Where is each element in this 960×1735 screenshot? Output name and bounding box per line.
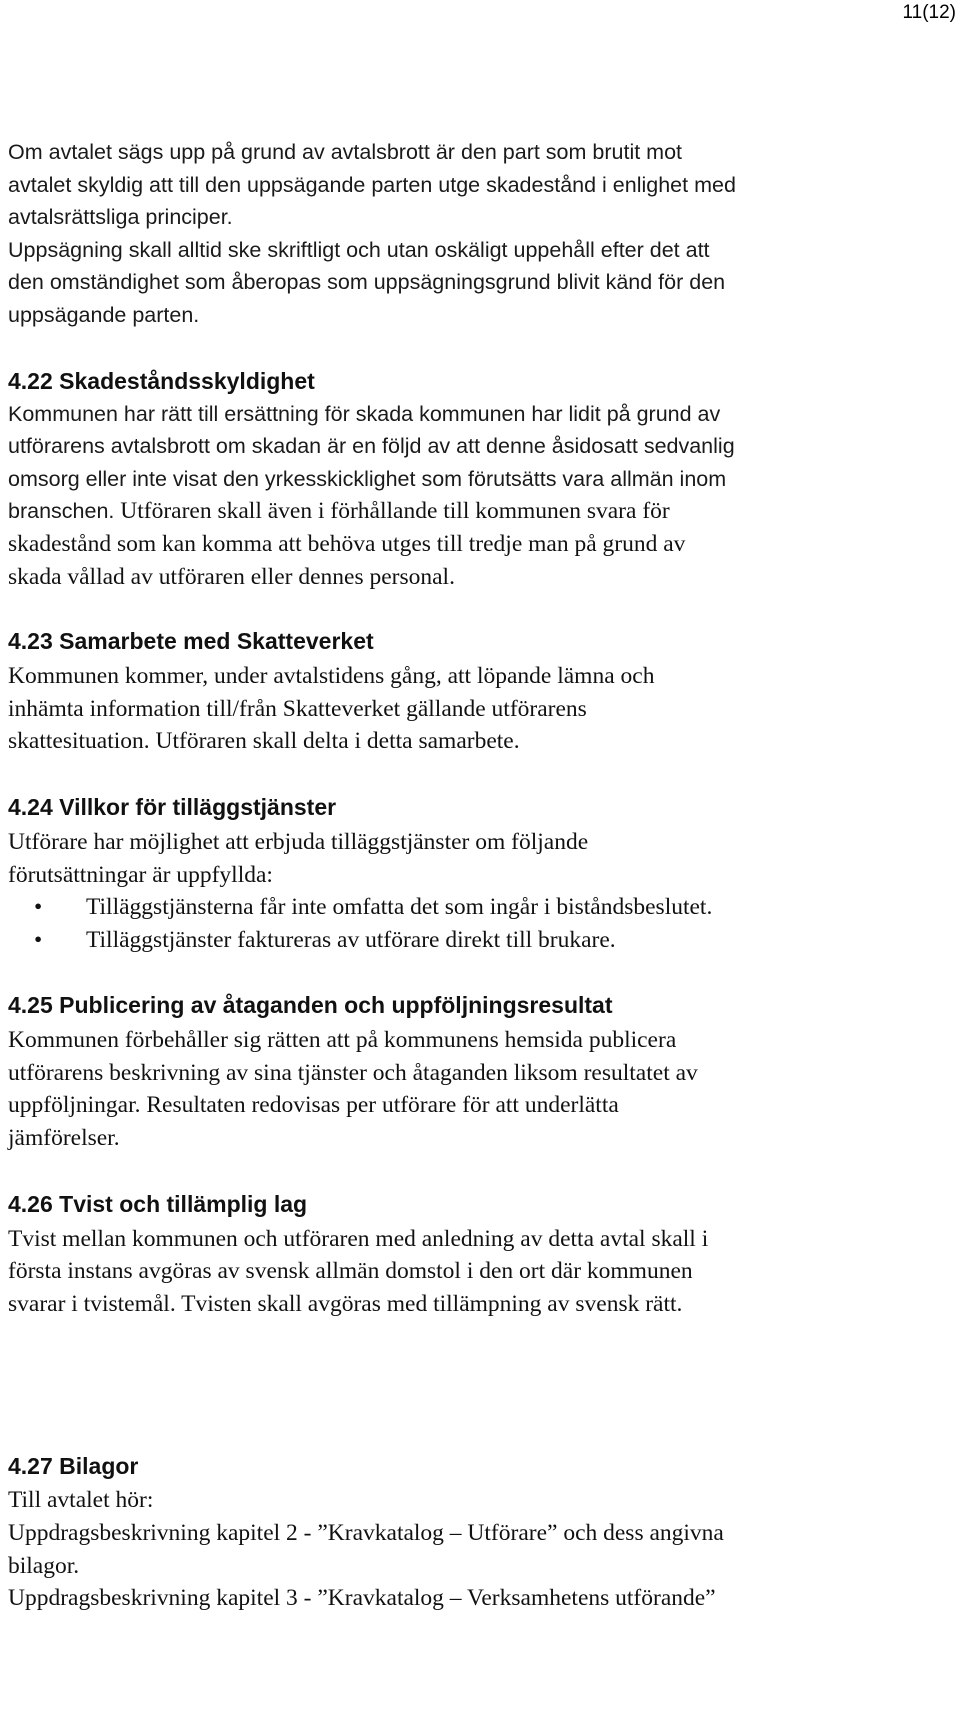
section-heading-4-24: 4.24 Villkor för tilläggstjänster: [8, 793, 337, 820]
section-heading-4-23: 4.23 Samarbete med Skatteverket: [8, 628, 374, 655]
paragraph-line: Kommunen kommer, under avtalstidens gång, att löpande lämna och: [8, 663, 655, 690]
intro-line: uppsägande parten.: [8, 302, 200, 327]
intro-line: avtalsrättsliga principer.: [8, 205, 233, 230]
intro-line: den omständighet som åberopas som uppsägningsgrund blivit känd för den: [8, 270, 726, 295]
bullet-item: [8, 924, 953, 957]
paragraph-line: skattesituation. Utföraren skall delta i detta samarbete.: [8, 728, 520, 755]
paragraph-line: jämförelser.: [8, 1125, 120, 1152]
section-4-25-paragraph: [8, 1024, 953, 1154]
paragraph-line: förutsättningar är uppfyllda:: [8, 861, 273, 888]
bullet-text: Tilläggstjänster faktureras av utförare direkt till brukare.: [86, 926, 616, 953]
section-4-23-paragraph: [8, 660, 953, 758]
intro-paragraph: [8, 136, 953, 332]
section-4-26-paragraph: [8, 1223, 953, 1321]
paragraph-line-mixed: [8, 495, 953, 528]
paragraph-line: svarar i tvistemål. Tvisten skall avgöras med tillämpning av svensk rätt.: [8, 1290, 683, 1317]
paragraph-line: utförarens beskrivning av sina tjänster och åtaganden liksom resultatet av: [8, 1059, 698, 1086]
paragraph-line: Utförare har möjlighet att erbjuda tilläggstjänster om följande: [8, 828, 589, 855]
paragraph-line: utförarens avtalsbrott om skadan är en följd av att denne åsidosatt sedvanlig: [8, 434, 735, 459]
intro-line: avtalet skyldig att till den uppsägande parten utge skadestånd i enlighet med: [8, 172, 736, 197]
intro-line: Om avtalet sägs upp på grund av avtalsbrott är den part som brutit mot: [8, 140, 683, 164]
paragraph-line: Kommunen förbehåller sig rätten att på kommunens hemsida publicera: [8, 1027, 677, 1054]
bullet-icon: •: [34, 894, 43, 921]
section-heading-4-27: 4.27 Bilagor: [8, 1453, 139, 1480]
section-heading-4-26: 4.26 Tvist och tillämplig lag: [8, 1190, 308, 1217]
paragraph-line-serif-part: Utföraren skall även i förhållande till kommunen svara för: [114, 498, 670, 525]
bullet-list: [8, 891, 953, 956]
page-number: 11(12): [902, 2, 956, 23]
document-body: [8, 136, 953, 1615]
paragraph-line: omsorg eller inte visat den yrkesskicklighet som förutsätts vara allmän inom: [8, 466, 727, 491]
bullet-text: Tilläggstjänsterna får inte omfatta det som ingår i biståndsbeslutet.: [86, 894, 713, 921]
section-4-24-paragraph: [8, 826, 953, 891]
paragraph-line: Uppdragsbeskrivning kapitel 3 - ”Kravkatalog – Verksamhetens utförande”: [8, 1585, 716, 1612]
paragraph-line: Kommunen har rätt till ersättning för skada kommunen har lidit på grund av: [8, 401, 721, 426]
paragraph-line: Uppdragsbeskrivning kapitel 2 - ”Kravkatalog – Utförare” och dess angivna: [8, 1520, 724, 1547]
paragraph-line-sans-part: branschen.: [8, 499, 115, 524]
paragraph-line: Till avtalet hör:: [8, 1487, 154, 1514]
intro-line: Uppsägning skall alltid ske skriftligt och utan oskäligt uppehåll efter det att: [8, 237, 710, 262]
section-heading-4-25: 4.25 Publicering av åtaganden och uppföljningsresultat: [8, 992, 613, 1019]
paragraph-line: Tvist mellan kommunen och utföraren med anledning av detta avtal skall i: [8, 1225, 709, 1252]
paragraph-line: inhämta information till/från Skatteverket gällande utförarens: [8, 695, 587, 722]
section-4-22-serif-paragraph: [8, 528, 953, 593]
bullet-item: [8, 891, 953, 924]
section-4-22-paragraph: [8, 398, 953, 528]
paragraph-line: första instans avgöras av svensk allmän domstol i den ort där kommunen: [8, 1258, 693, 1285]
bullet-icon: •: [34, 926, 43, 953]
section-heading-4-22: 4.22 Skadeståndsskyldighet: [8, 367, 315, 394]
paragraph-line: skadestånd som kan komma att behöva utges till tredje man på grund av: [8, 530, 686, 557]
section-4-27-paragraph: [8, 1484, 953, 1614]
paragraph-line: skada vållad av utföraren eller dennes personal.: [8, 563, 455, 590]
paragraph-line: uppföljningar. Resultaten redovisas per utförare för att underlätta: [8, 1092, 619, 1119]
paragraph-line: bilagor.: [8, 1552, 80, 1579]
